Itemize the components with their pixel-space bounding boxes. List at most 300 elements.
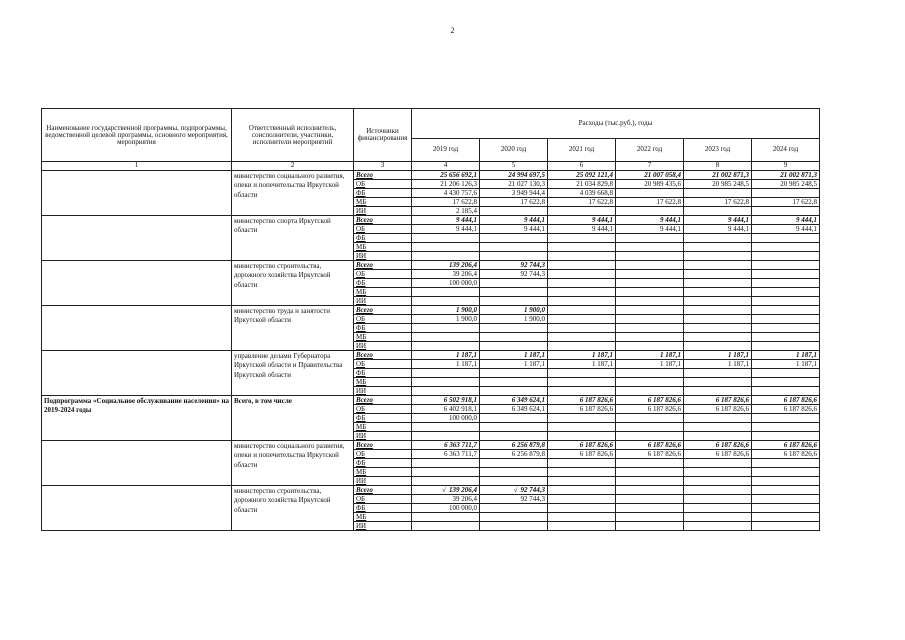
expense-value: 9 444,1	[616, 225, 684, 234]
funding-source: МБ	[354, 378, 412, 387]
funding-source: МБ	[354, 243, 412, 252]
funding-source: Всего	[354, 306, 412, 315]
expense-value	[548, 459, 616, 468]
expense-value	[752, 324, 820, 333]
funding-source: ИИ	[354, 252, 412, 261]
expense-value	[684, 504, 752, 513]
expense-value: 6 187 826,6	[616, 441, 684, 450]
expense-value: 6 187 826,6	[684, 441, 752, 450]
funding-source: ОБ	[354, 180, 412, 189]
expense-value	[752, 495, 820, 504]
expense-value: 9 444,1	[548, 225, 616, 234]
funding-source: ФБ	[354, 459, 412, 468]
expense-value	[752, 378, 820, 387]
funding-source: МБ	[354, 333, 412, 342]
program-name	[42, 306, 232, 351]
expense-value: 100 000,0	[412, 279, 480, 288]
expense-value	[548, 333, 616, 342]
expense-value: 1 187,1	[684, 351, 752, 360]
column-number: 1	[42, 162, 232, 171]
expense-value	[616, 369, 684, 378]
expense-value	[412, 288, 480, 297]
funding-source: ИИ	[354, 342, 412, 351]
expense-value	[548, 522, 616, 531]
expense-value: 21 206 126,3	[412, 180, 480, 189]
expense-value	[684, 477, 752, 486]
expense-value	[684, 378, 752, 387]
expense-value: 25 092 121,4	[548, 171, 616, 180]
expense-value: 4 430 757,6	[412, 189, 480, 198]
expense-value	[684, 234, 752, 243]
expense-value	[752, 261, 820, 270]
expense-value	[752, 477, 820, 486]
expense-value	[412, 342, 480, 351]
expense-value	[616, 243, 684, 252]
expense-value: 9 444,1	[616, 216, 684, 225]
expense-value: 100 000,0	[412, 414, 480, 423]
expense-value	[548, 288, 616, 297]
expense-value	[548, 207, 616, 216]
expense-value	[548, 315, 616, 324]
expense-value	[684, 423, 752, 432]
header-executor: Ответственный исполнитель, соисполнители, участники, исполнители мероприятий	[232, 109, 354, 162]
executor-name: министерство строительства, дорожного хозяйства Иркутской области	[232, 486, 354, 531]
funding-source: ФБ	[354, 279, 412, 288]
expense-value	[684, 279, 752, 288]
expense-value	[752, 207, 820, 216]
expense-value: 39 206,4	[412, 495, 480, 504]
expense-value	[480, 387, 548, 396]
expense-value	[480, 414, 548, 423]
expense-value: 92 744,3	[480, 495, 548, 504]
expense-value: 9 444,1	[548, 216, 616, 225]
expense-value	[480, 369, 548, 378]
expense-value	[684, 486, 752, 495]
funding-source: ОБ	[354, 405, 412, 414]
table-row	[42, 216, 820, 225]
funding-source: ФБ	[354, 504, 412, 513]
expense-value	[616, 333, 684, 342]
expense-value: 6 187 826,6	[684, 396, 752, 405]
expense-value: 6 187 826,6	[752, 441, 820, 450]
expense-value: 9 444,1	[480, 216, 548, 225]
expense-value	[752, 342, 820, 351]
program-name: Подпрограмма «Социальное обслуживание населения» на 2019-2024 годы	[42, 396, 232, 441]
funding-source: ИИ	[354, 432, 412, 441]
expense-value: 1 187,1	[616, 351, 684, 360]
expense-value: 6 187 826,6	[616, 450, 684, 459]
column-number: 3	[354, 162, 412, 171]
expense-value	[480, 423, 548, 432]
expense-value	[480, 432, 548, 441]
funding-source: ИИ	[354, 297, 412, 306]
expense-value	[684, 459, 752, 468]
expense-value	[480, 234, 548, 243]
expense-value: 17 622,8	[616, 198, 684, 207]
expense-value	[548, 477, 616, 486]
column-number: 2	[232, 162, 354, 171]
expense-value: 6 502 918,1	[412, 396, 480, 405]
expense-value	[752, 333, 820, 342]
header-year: 2021 год	[548, 138, 616, 161]
expense-value: 6 187 826,6	[548, 396, 616, 405]
expense-value	[684, 414, 752, 423]
expense-value	[548, 414, 616, 423]
funding-source: Всего	[354, 261, 412, 270]
expense-value: 3 949 944,4	[480, 189, 548, 198]
expense-value	[752, 369, 820, 378]
expense-value: 6 187 826,6	[548, 450, 616, 459]
expense-value: 6 256 879,8	[480, 450, 548, 459]
expense-value	[752, 279, 820, 288]
program-name	[42, 171, 232, 216]
expense-value: 6 187 826,6	[548, 441, 616, 450]
expense-value: 20 989 435,6	[616, 180, 684, 189]
expense-value	[752, 423, 820, 432]
funding-source: ИИ	[354, 477, 412, 486]
funding-source: ОБ	[354, 315, 412, 324]
funding-source: ОБ	[354, 495, 412, 504]
table-row	[42, 351, 820, 360]
header-source: Источники финансирования	[354, 109, 412, 162]
expense-value	[480, 207, 548, 216]
expense-value	[684, 324, 752, 333]
expense-value	[684, 432, 752, 441]
expense-value	[548, 495, 616, 504]
expense-value	[412, 477, 480, 486]
column-number: 9	[752, 162, 820, 171]
expense-value	[548, 243, 616, 252]
expense-value	[752, 513, 820, 522]
expense-value	[412, 297, 480, 306]
expense-value: 6 187 826,6	[752, 450, 820, 459]
table-row	[42, 486, 820, 495]
expense-value: 9 444,1	[412, 216, 480, 225]
expense-value: 6 187 826,6	[616, 405, 684, 414]
expense-value: 1 900,0	[412, 315, 480, 324]
expense-value	[752, 306, 820, 315]
expense-value	[412, 333, 480, 342]
expense-value	[616, 279, 684, 288]
expense-value	[752, 387, 820, 396]
expense-value	[480, 504, 548, 513]
expense-value	[548, 306, 616, 315]
funding-source: ОБ	[354, 225, 412, 234]
expense-value	[412, 468, 480, 477]
expense-value	[480, 243, 548, 252]
table-row	[42, 261, 820, 270]
funding-source: Всего	[354, 171, 412, 180]
expense-value: 17 622,8	[548, 198, 616, 207]
expense-value: 9 444,1	[684, 225, 752, 234]
expense-value	[412, 522, 480, 531]
expense-value: 6 363 711,7	[412, 441, 480, 450]
expense-value	[616, 288, 684, 297]
expense-value: 1 187,1	[684, 360, 752, 369]
executor-name: министерство спорта Иркутской области	[232, 216, 354, 261]
expense-value: 21 002 871,3	[752, 171, 820, 180]
expense-value	[752, 414, 820, 423]
table-row	[42, 441, 820, 450]
expense-value	[412, 513, 480, 522]
expense-value	[616, 432, 684, 441]
expense-value: 17 622,8	[684, 198, 752, 207]
expense-value	[548, 279, 616, 288]
expense-value	[684, 270, 752, 279]
expense-value: 4 039 668,8	[548, 189, 616, 198]
expense-value	[480, 468, 548, 477]
expense-value: 2 185,4	[412, 207, 480, 216]
expense-value	[548, 342, 616, 351]
executor-name: министерство социального развития, опеки и попечительства Иркутской области	[232, 171, 354, 216]
header-year: 2020 год	[480, 138, 548, 161]
expense-value	[752, 504, 820, 513]
expense-value	[752, 468, 820, 477]
expense-value	[684, 207, 752, 216]
expense-value	[480, 279, 548, 288]
expense-value: 139 206,4	[412, 261, 480, 270]
expense-value	[684, 522, 752, 531]
funding-source: ИИ	[354, 522, 412, 531]
expense-value	[616, 297, 684, 306]
expense-value: 1 900,0	[480, 306, 548, 315]
funding-source: Всего	[354, 216, 412, 225]
column-number: 4	[412, 162, 480, 171]
expense-value	[684, 189, 752, 198]
expense-value	[412, 387, 480, 396]
expense-value	[752, 486, 820, 495]
expense-value	[412, 432, 480, 441]
expense-value: 9 444,1	[480, 225, 548, 234]
expense-value	[480, 297, 548, 306]
header-expenses: Расходы (тыс.руб.), годы	[412, 109, 820, 139]
expense-value: 1 187,1	[480, 351, 548, 360]
expense-value	[616, 378, 684, 387]
expense-value: 6 187 826,6	[684, 450, 752, 459]
checkmark-icon: √	[442, 486, 446, 494]
expense-value	[752, 297, 820, 306]
expense-value	[616, 486, 684, 495]
expense-value	[616, 477, 684, 486]
expense-value	[684, 468, 752, 477]
expense-value: 17 622,8	[752, 198, 820, 207]
expense-value	[616, 306, 684, 315]
table-row	[42, 171, 820, 180]
expense-value: 6 402 918,1	[412, 405, 480, 414]
expense-value: 6 187 826,6	[684, 405, 752, 414]
expense-value: 6 349 624,1	[480, 405, 548, 414]
expense-value	[616, 495, 684, 504]
expense-value	[480, 333, 548, 342]
expense-value	[548, 270, 616, 279]
expense-value	[480, 378, 548, 387]
expense-value	[616, 504, 684, 513]
expense-value: 21 007 058,4	[616, 171, 684, 180]
expense-value	[616, 522, 684, 531]
expense-value: 1 187,1	[616, 360, 684, 369]
column-number: 5	[480, 162, 548, 171]
expense-value	[616, 270, 684, 279]
executor-name: министерство строительства, дорожного хозяйства Иркутской области	[232, 261, 354, 306]
expense-value	[616, 234, 684, 243]
column-number: 6	[548, 162, 616, 171]
expense-value	[684, 243, 752, 252]
expense-value	[752, 243, 820, 252]
expense-value	[616, 387, 684, 396]
expense-value	[616, 423, 684, 432]
checkmark-icon: √	[513, 486, 518, 494]
expense-value: 1 187,1	[752, 360, 820, 369]
expense-value	[616, 252, 684, 261]
funding-source: ФБ	[354, 234, 412, 243]
expense-value: 9 444,1	[752, 225, 820, 234]
expense-value	[412, 243, 480, 252]
expense-value	[684, 369, 752, 378]
expense-value	[616, 324, 684, 333]
expense-value	[548, 261, 616, 270]
funding-source: Всего	[354, 396, 412, 405]
expense-value: 1 187,1	[752, 351, 820, 360]
expense-value: 6 187 826,6	[752, 405, 820, 414]
expense-value	[616, 342, 684, 351]
expense-value	[616, 261, 684, 270]
expense-value	[548, 486, 616, 495]
expense-value	[412, 369, 480, 378]
expense-value: 1 187,1	[412, 360, 480, 369]
funding-source: ОБ	[354, 450, 412, 459]
expense-value	[480, 252, 548, 261]
executor-name: министерство социального развития, опеки и попечительства Иркутской области	[232, 441, 354, 486]
expense-value	[480, 459, 548, 468]
funding-source: ОБ	[354, 270, 412, 279]
expense-value: 6 187 826,6	[548, 405, 616, 414]
expense-value: √ 92 744,3	[480, 486, 548, 495]
expense-value: 17 622,8	[480, 198, 548, 207]
expense-value	[412, 378, 480, 387]
expense-value	[752, 459, 820, 468]
expense-value	[752, 315, 820, 324]
expense-value	[548, 504, 616, 513]
expense-value	[412, 234, 480, 243]
expense-value	[480, 522, 548, 531]
expense-value: 17 622,8	[412, 198, 480, 207]
expenses-table	[41, 108, 820, 531]
expense-value	[684, 387, 752, 396]
expense-value	[616, 513, 684, 522]
program-name	[42, 261, 232, 306]
expense-value	[752, 252, 820, 261]
funding-source: ФБ	[354, 324, 412, 333]
expense-value: 21 027 130,3	[480, 180, 548, 189]
funding-source: МБ	[354, 423, 412, 432]
expense-value	[548, 423, 616, 432]
expense-value	[616, 315, 684, 324]
expense-value: 6 349 624,1	[480, 396, 548, 405]
expense-value	[548, 432, 616, 441]
expense-value	[480, 477, 548, 486]
expense-value	[412, 252, 480, 261]
table-row	[42, 306, 820, 315]
expense-value: 1 900,0	[412, 306, 480, 315]
expense-value	[480, 324, 548, 333]
expense-value	[548, 297, 616, 306]
expense-value: 21 002 871,3	[684, 171, 752, 180]
expense-value	[412, 459, 480, 468]
funding-source: Всего	[354, 351, 412, 360]
table-row	[42, 396, 820, 405]
expense-value	[616, 468, 684, 477]
funding-source: МБ	[354, 468, 412, 477]
expense-value	[412, 324, 480, 333]
program-name	[42, 351, 232, 396]
expense-value: 24 994 697,5	[480, 171, 548, 180]
expense-value: 6 187 826,6	[616, 396, 684, 405]
expense-value	[684, 252, 752, 261]
page-number: 2	[450, 26, 455, 35]
expense-value	[412, 423, 480, 432]
program-name	[42, 441, 232, 486]
expense-value	[548, 378, 616, 387]
program-name	[42, 486, 232, 531]
expense-value	[684, 288, 752, 297]
expense-value	[616, 414, 684, 423]
expense-value	[684, 261, 752, 270]
expense-value	[548, 513, 616, 522]
expense-value	[480, 513, 548, 522]
expense-value: 6 363 711,7	[412, 450, 480, 459]
expense-value	[548, 234, 616, 243]
expense-value: 92 744,3	[480, 270, 548, 279]
funding-source: МБ	[354, 198, 412, 207]
expense-value: 100 000,0	[412, 504, 480, 513]
expense-value	[548, 468, 616, 477]
expense-value	[684, 333, 752, 342]
expense-value: 6 187 826,6	[752, 396, 820, 405]
expense-value: 20 985 248,5	[684, 180, 752, 189]
expense-value	[480, 342, 548, 351]
expense-value: 9 444,1	[412, 225, 480, 234]
executor-name: Всего, в том числе	[232, 396, 354, 441]
expense-value: 1 187,1	[548, 360, 616, 369]
expense-value	[684, 495, 752, 504]
header-name: Наименование государственной программы, подпрограммы, ведомственной целевой программы, основного мероприятия, мероприятия	[42, 109, 232, 162]
expense-value	[752, 432, 820, 441]
funding-source: ФБ	[354, 414, 412, 423]
funding-source: МБ	[354, 513, 412, 522]
header-year: 2024 год	[752, 138, 820, 161]
expense-value	[684, 342, 752, 351]
funding-source: ИИ	[354, 207, 412, 216]
expense-value: 20 985 248,5	[752, 180, 820, 189]
expense-value	[752, 189, 820, 198]
expense-value	[548, 252, 616, 261]
expense-value	[548, 324, 616, 333]
expense-value: 9 444,1	[684, 216, 752, 225]
expense-value: 1 187,1	[548, 351, 616, 360]
expense-value: 21 034 829,8	[548, 180, 616, 189]
column-number: 8	[684, 162, 752, 171]
expense-value	[548, 369, 616, 378]
expense-value	[616, 207, 684, 216]
funding-source: ИИ	[354, 387, 412, 396]
expense-value	[684, 306, 752, 315]
expense-value: 9 444,1	[752, 216, 820, 225]
expense-value: 6 256 879,8	[480, 441, 548, 450]
executor-name: министерство труда и занятости Иркутской области	[232, 306, 354, 351]
funding-source: Всего	[354, 441, 412, 450]
header-year: 2023 год	[684, 138, 752, 161]
expense-value: 39 206,4	[412, 270, 480, 279]
